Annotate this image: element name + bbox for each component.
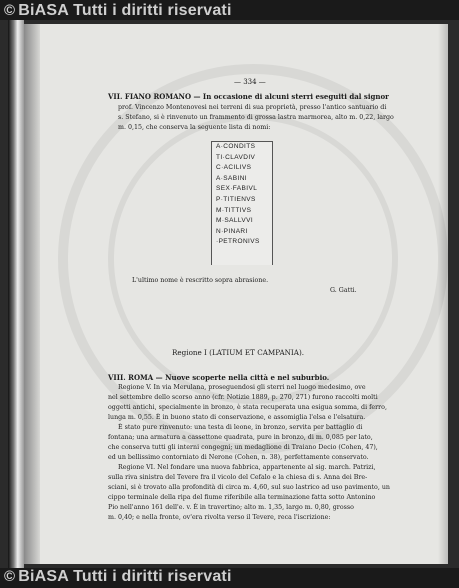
copyright-text: BiASA Tutti i diritti riservati (18, 2, 232, 19)
inscription-line: P·TITIENVS (216, 195, 256, 203)
section-viii (108, 373, 390, 523)
region-heading: Regione I (LATIUM ET CAMPANIA). (172, 348, 305, 357)
inscription-line: M·TITTIVS (216, 206, 252, 214)
section-viii-line: lunga m. 0,55. È in buono stato di conservazione, e assomiglia l'elsa e l'elsatura. (108, 414, 366, 421)
inscription-line: M·SALLVVI (216, 217, 254, 225)
section-vii-line: m. 0,15, che conserva la seguente lista di nomi: (118, 124, 271, 131)
section-viii-line: È stato pure rinvenuto: una testa di leone, in bronzo, servita per battaglio di (118, 424, 363, 431)
section-vii-line: prof. Vincenzo Montenovesi nei terreni di sua proprietà, presso l'antico santuario di (118, 104, 387, 111)
section-viii-line: oggetti antichi, specialmente in bronzo, è stata recuperata una esigua somma, di ferro, (108, 404, 387, 411)
copyright-banner-bottom (0, 566, 459, 588)
page-number: — 334 — (234, 78, 266, 86)
section-viii-line: ed un bellissimo contorniato di Nerone (Cohen, n. 38), perfettamente conservato. (108, 454, 369, 461)
section-vii-line: s. Stefano, si è rinvenuto un frammento di grossa lastra marmorea, alto m. 0,22, largo (118, 114, 394, 121)
section-viii-line: sciani, si è trovato alla profondità di circa m. 4,60, sul suo lastrico ad uso pavimento, un (108, 484, 390, 491)
section-viii-line: nel settembre dello scorso anno (cfr. Notizie 1889, p. 270, 271) furono raccolti molti (108, 394, 378, 401)
inscription-line: N·PINARI (216, 227, 248, 235)
book-spine (8, 20, 24, 568)
document-page (24, 24, 448, 564)
section-vii (108, 92, 394, 133)
section-viii-line: VIII. ROMA — Nuove scoperte nella città e nel suburbio. (108, 373, 330, 382)
copyright-text: BiASA Tutti i diritti riservati (18, 568, 232, 585)
inscription-line: A·SABINI (216, 174, 248, 182)
section-vii-line: VII. FIANO ROMANO — In occasione di alcuni sterri eseguiti dal signor (108, 92, 389, 101)
section-viii-line: che conserva tutti gli interni congegni; un medaglione di Traiano Decio (Cohen, 47), (108, 444, 378, 451)
copyright-symbol: © (4, 2, 16, 19)
section-viii-line: fontana; una armatura a cassettone quadrata, pure in bronzo, di m. 0,085 per lato, (108, 434, 373, 441)
copyright-symbol: © (4, 568, 16, 585)
inscription-line: ·PETRONIVS (216, 238, 260, 246)
page-text (24, 24, 448, 564)
author-signature: G. Gatti. (330, 287, 357, 294)
section-viii-line: sulla riva sinistra del Tevere fra il vicolo del Cefalo e la chiesa di s. Anna dei Bre- (108, 474, 368, 481)
section-viii-line: Regione V. In via Merulana, proseguendosi gli sterri nel luogo medesimo, ove (118, 384, 366, 391)
section-viii-line: Regione VI. Nel fondare una nuova fabbrica, appartenente al sig. march. Patrizi, (118, 464, 376, 471)
copyright-banner-top (0, 0, 459, 22)
section-viii-line: cippo terminale della ripa del fiume riferibile alla terminazione fatta sotto Antonino (108, 494, 376, 501)
inscription-line: SEX·FABIVL (216, 185, 258, 193)
section-viii-line: Pio nell'anno 161 dell'e. v. È in travertino; alto m. 1,35, largo m. 0,80, grosso (108, 504, 354, 511)
scan-frame (0, 20, 459, 568)
inscription-line: A·CONDITS (216, 143, 256, 150)
inscription-note: L'ultimo nome è rescritto sopra abrasione. (132, 277, 269, 284)
inscription-fragment (211, 141, 273, 265)
section-viii-line: m. 0,40; e nella fronte, ov'era rivolta verso il Tevere, reca l'iscrizione: (108, 514, 331, 521)
inscription-line: TI·CLAVDIV (216, 153, 256, 161)
inscription-line: C·ACILIVS (216, 164, 252, 172)
